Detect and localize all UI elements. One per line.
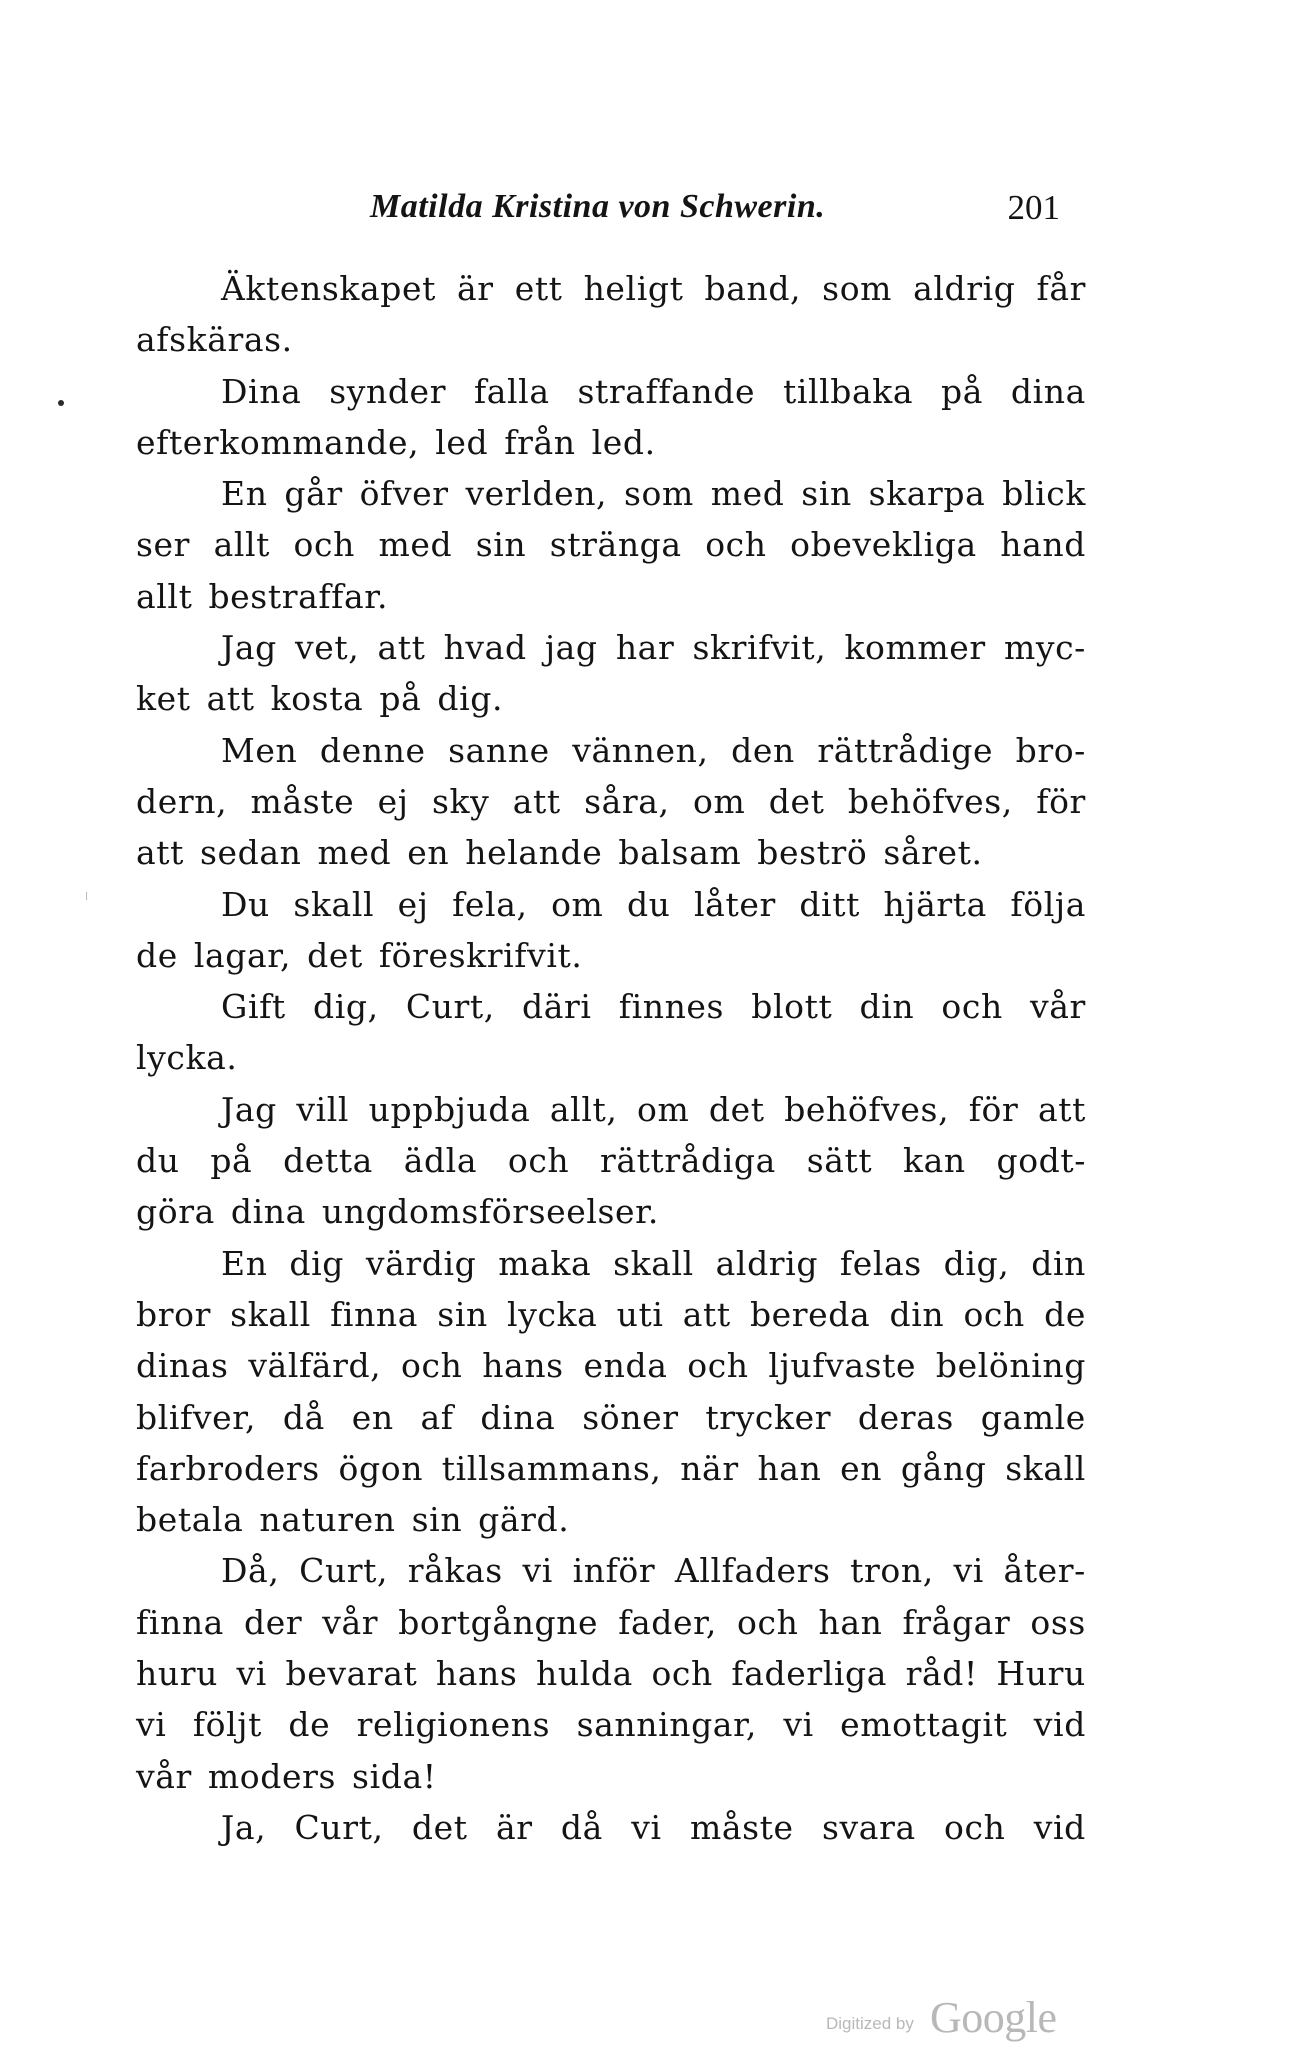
text-line: afskäras. [136, 320, 293, 360]
text-line: Då, Curt, råkas vi inför Allfaders tron, vi åter- [221, 1551, 1086, 1591]
running-head [370, 188, 1060, 238]
text-line: Du skall ej fela, om du låter ditt hjärta följa [221, 884, 1086, 924]
text-line: betala naturen sin gärd. [136, 1500, 570, 1540]
text-line: En går öfver verlden, som med sin skarpa blick [221, 474, 1086, 514]
text-line: farbroders ögon tillsammans, när han en gång skall [136, 1448, 1086, 1488]
text-line: efterkommande, led från led. [136, 422, 656, 462]
text-line: dinas välfärd, och hans enda och ljufvaste belöning [136, 1346, 1086, 1386]
text-line: finna der vår bortgångne fader, och han frågar oss [136, 1602, 1086, 1642]
text-line: lycka. [136, 1038, 238, 1078]
text-line: Jag vet, att hvad jag har skrifvit, kommer myc- [221, 628, 1086, 668]
text-line: huru vi bevarat hans hulda och faderliga råd! Huru [136, 1654, 1086, 1694]
text-line: dern, måste ej sky att såra, om det behöfves, för [136, 781, 1086, 821]
watermark-prefix: Digitized by [826, 2014, 914, 2033]
text-line: Men denne sanne vännen, den rättrådige bro- [221, 730, 1086, 770]
print-speck [58, 400, 64, 406]
text-line: Ja, Curt, det är då vi måste svara och vid [221, 1807, 1086, 1847]
print-speck [86, 892, 87, 900]
text-line: En dig värdig maka skall aldrig felas dig, din [221, 1243, 1086, 1283]
text-line: Äktenskapet är ett heligt band, som aldrig får [221, 269, 1086, 308]
text-line: blifver, då en af dina söner trycker deras gamle [136, 1397, 1086, 1437]
text-line: allt bestraffar. [136, 576, 389, 616]
text-line: Jag vill uppbjuda allt, om det behöfves, för att [221, 1089, 1086, 1129]
text-line: vår moders sida! [136, 1756, 437, 1796]
text-line: vi följt de religionens sanningar, vi emottagit vid [136, 1705, 1086, 1745]
page-number: 201 [1007, 188, 1060, 227]
text-line: bror skall finna sin lycka uti att bereda din och de [136, 1294, 1086, 1334]
digitization-watermark [826, 1995, 1086, 2045]
text-line: göra dina ungdomsförseelser. [136, 1192, 660, 1232]
text-line: de lagar, det föreskrifvit. [136, 935, 583, 975]
running-title: Matilda Kristina von Schwerin. [370, 188, 826, 225]
text-line: du på detta ädla och rättrådiga sätt kan godt- [136, 1141, 1086, 1181]
text-line: att sedan med en helande balsam beströ såret. [136, 833, 983, 873]
text-line: Gift dig, Curt, däri finnes blott din och vår [221, 987, 1086, 1027]
body-text [136, 263, 1086, 1853]
google-logo: Google [930, 1993, 1057, 2042]
text-line: Dina synder falla straffande tillbaka på dina [221, 371, 1086, 411]
text-line: ket att kosta på dig. [136, 679, 504, 719]
text-line: ser allt och med sin stränga och obevekliga hand [136, 525, 1086, 565]
